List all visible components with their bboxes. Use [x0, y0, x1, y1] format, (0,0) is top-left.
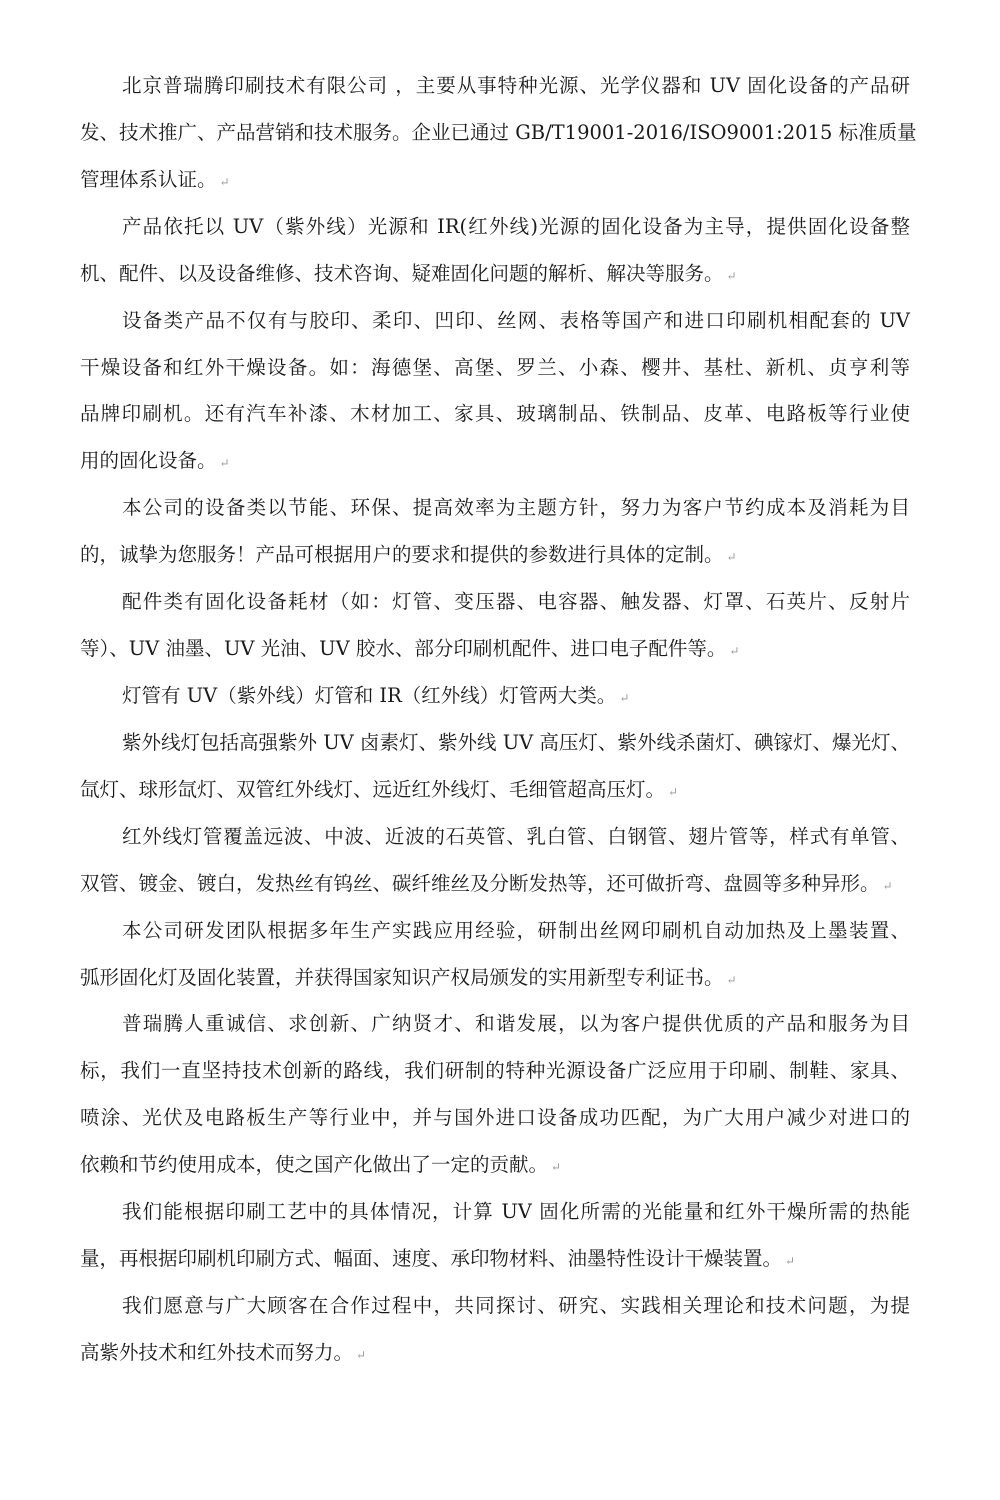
line-text: 喷涂、光伏及电路板生产等行业中，并与国外进口设备成功匹配，为广大用户减少对进口的	[80, 1106, 910, 1130]
paragraph-mark-icon: ↵	[882, 878, 893, 893]
line-text: 普瑞腾人重诚信、求创新、广纳贤才、和谐发展，以为客户提供优质的产品和服务为目	[122, 1012, 910, 1036]
line-text: 量，再根据印刷机印刷方式、幅面、速度、承印物材料、油墨特性设计干燥装置。	[80, 1247, 783, 1271]
line-text: 弧形固化灯及固化装置，并获得国家知识产权局颁发的实用新型专利证书。	[80, 965, 724, 989]
paragraph-line	[80, 767, 910, 814]
paragraph-line	[80, 438, 910, 485]
line-text: 本公司的设备类以节能、环保、提高效率为主题方针，努力为客户节约成本及消耗为目	[122, 496, 910, 520]
paragraph-line	[80, 485, 910, 532]
paragraph-line	[80, 110, 917, 157]
paragraph-mark-icon: ↵	[551, 1160, 562, 1175]
paragraph	[80, 814, 910, 908]
paragraph-line	[80, 1001, 910, 1048]
paragraph-mark-icon: ↵	[729, 644, 740, 659]
line-text: 机、配件、以及设备维修、技术咨询、疑难固化问题的解析、解决等服务。	[80, 261, 724, 285]
line-text: 标，我们一直坚持技术创新的路线，我们研制的特种光源设备广泛应用于印刷、制鞋、家具、	[80, 1059, 910, 1083]
paragraph-line	[80, 1142, 910, 1189]
line-text: 灯管有 UV（紫外线）灯管和 IR（红外线）灯管两大类。	[122, 683, 617, 707]
paragraph-line	[80, 532, 910, 579]
line-text: 氙灯、球形氙灯、双管红外线灯、远近红外线灯、毛细管超高压灯。	[80, 777, 666, 801]
line-text: 我们愿意与广大顾客在合作过程中，共同探讨、研究、实践相关理论和技术问题，为提	[122, 1293, 910, 1317]
line-text: 发、技术推广、产品营销和技术服务。企业已通过 GB/T19001-2016/ISO9001:2015 标准质量	[80, 120, 917, 144]
line-text: 用的固化设备。	[80, 449, 217, 473]
line-text: 红外线灯管覆盖远波、中波、近波的石英管、乳白管、白钢管、翅片管等，样式有单管、	[122, 824, 910, 848]
line-text: 产品依托以 UV（紫外线）光源和 IR(红外线)光源的固化设备为主导，提供固化设备整	[122, 214, 910, 238]
paragraph-line	[80, 251, 910, 298]
line-text: 品牌印刷机。还有汽车补漆、木材加工、家具、玻璃制品、铁制品、皮革、电路板等行业使	[80, 402, 910, 426]
paragraph-mark-icon: ↵	[726, 268, 737, 283]
line-text: 本公司研发团队根据多年生产实践应用经验，研制出丝网印刷机自动加热及上墨装置、	[122, 918, 910, 942]
paragraph-mark-icon: ↵	[619, 690, 630, 705]
paragraph-line	[80, 955, 910, 1002]
paragraph-line	[80, 1095, 910, 1142]
paragraph-line	[80, 1236, 910, 1283]
paragraph-line	[80, 1048, 910, 1095]
paragraph	[80, 673, 910, 720]
paragraph-line	[80, 63, 910, 110]
paragraph	[80, 579, 910, 673]
paragraph-line	[80, 861, 910, 908]
line-text: 高紫外技术和红外技术而努力。	[80, 1340, 354, 1364]
paragraph-line	[80, 1283, 910, 1330]
paragraph-mark-icon: ↵	[668, 784, 679, 799]
paragraph-line	[80, 157, 910, 204]
paragraph-line	[80, 908, 910, 955]
paragraph-mark-icon: ↵	[785, 1254, 796, 1269]
line-text: 双管、镀金、镀白，发热丝有钨丝、碳纤维丝及分断发热等，还可做折弯、盘圆等多种异形。	[80, 871, 880, 895]
line-text: 管理体系认证。	[80, 167, 217, 191]
line-text: 干燥设备和红外干燥设备。如：海德堡、高堡、罗兰、小森、樱井、基杜、新机、贞亨利等	[80, 355, 910, 379]
paragraph	[80, 1001, 910, 1189]
paragraph-line	[80, 673, 910, 720]
line-text: 配件类有固化设备耗材（如：灯管、变压器、电容器、触发器、灯罩、石英片、反射片	[122, 590, 910, 614]
line-text: 的，诚挚为您服务！产品可根据用户的要求和提供的参数进行具体的定制。	[80, 543, 724, 567]
paragraph	[80, 63, 917, 204]
line-text: 设备类产品不仅有与胶印、柔印、凹印、丝网、表格等国产和进口印刷机相配套的 UV	[122, 308, 910, 332]
paragraph-mark-icon: ↵	[726, 550, 737, 565]
paragraph-line	[80, 626, 910, 673]
paragraph-line	[80, 1189, 910, 1236]
paragraph	[80, 1283, 910, 1377]
paragraph-line	[80, 204, 910, 251]
line-text: 北京普瑞腾印刷技术有限公司 ，主要从事特种光源、光学仪器和 UV 固化设备的产品研	[122, 74, 910, 97]
line-text: 我们能根据印刷工艺中的具体情况，计算 UV 固化所需的光能量和红外干燥所需的热能	[122, 1200, 910, 1224]
paragraph-line	[80, 720, 910, 767]
paragraph-line	[80, 579, 910, 626]
paragraph-mark-icon: ↵	[219, 174, 230, 189]
paragraph	[80, 720, 910, 814]
paragraph	[80, 204, 910, 298]
paragraph-mark-icon: ↵	[726, 972, 737, 987]
paragraph-line	[80, 814, 910, 861]
paragraph-mark-icon: ↵	[219, 456, 230, 471]
paragraph	[80, 298, 910, 486]
paragraph-mark-icon: ↵	[356, 1347, 367, 1362]
line-text: 等）、UV 油墨、UV 光油、UV 胶水、部分印刷机配件、进口电子配件等。	[80, 637, 727, 661]
paragraph	[80, 908, 910, 1002]
paragraph	[80, 485, 910, 579]
line-text: 紫外线灯包括高强紫外 UV 卤素灯、紫外线 UV 高压灯、紫外线杀菌灯、碘镓灯、爆光灯、	[122, 730, 910, 754]
paragraph-line	[80, 391, 910, 438]
paragraph-line	[80, 298, 910, 345]
line-text: 依赖和节约使用成本，使之国产化做出了一定的贡献。	[80, 1153, 549, 1177]
paragraph-line	[80, 1330, 910, 1377]
paragraph	[80, 1189, 910, 1283]
document-body	[80, 63, 917, 1377]
paragraph-line	[80, 345, 910, 392]
